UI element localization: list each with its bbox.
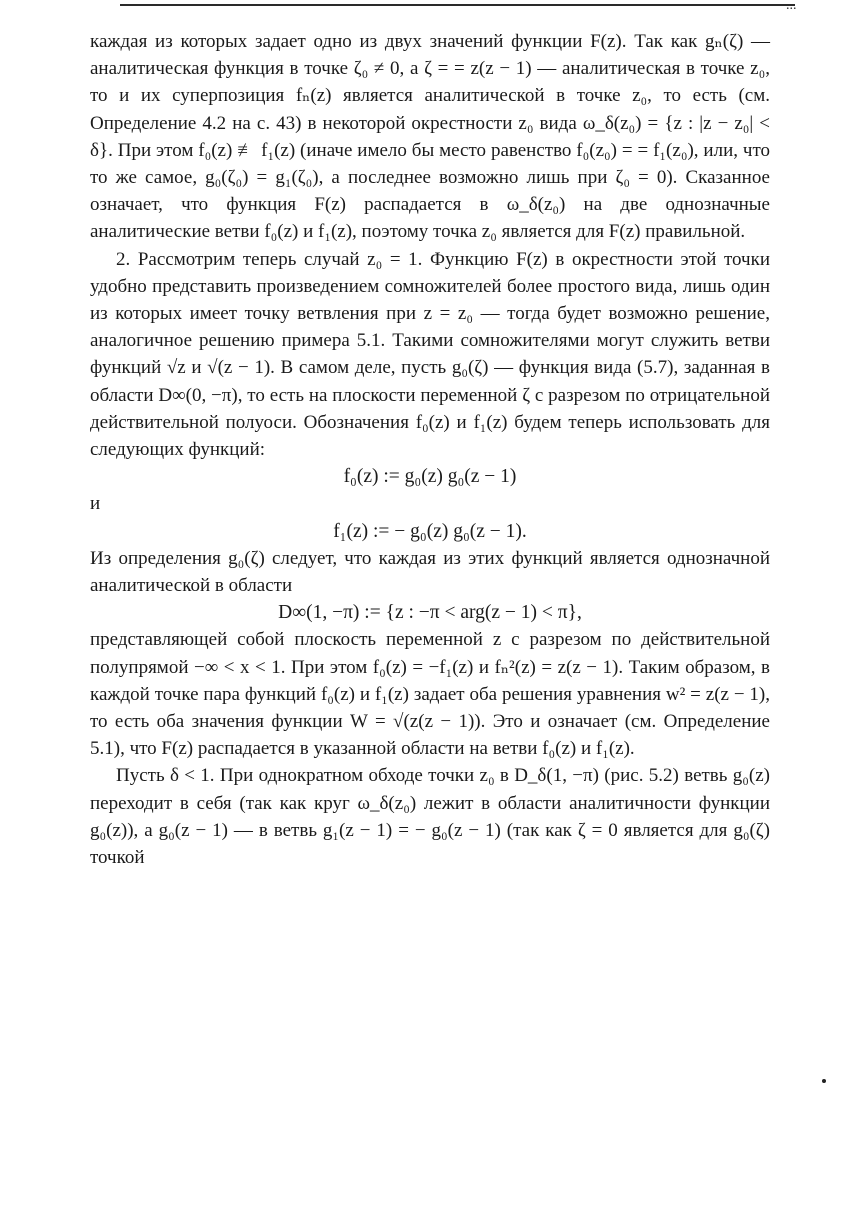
top-rule <box>120 4 795 6</box>
formula-f1-definition: f₁(z) := − g₀(z) g₀(z − 1). <box>333 520 527 542</box>
margin-dot <box>822 1079 826 1083</box>
paragraph-3: Из определения g₀(ζ) следует, что каждая из этих функций является однозначной аналитической в области <box>90 547 770 597</box>
paragraph-5: Пусть δ < 1. При однократном обходе точки z₀ в D_δ(1, −π) (рис. 5.2) ветвь g₀(z) переходит в себя (так как круг ω_δ(z₀) лежит в области аналитичности функции g₀(z)), а g₀(z − 1) — в ветвь g₁(z − 1) = − g₀(z − 1) (так как ζ = 0 является для g₀(ζ) точкой <box>90 765 770 869</box>
page-corner-mark: ... <box>786 0 797 13</box>
formula-domain-definition: D∞(1, −π) := {z : −π < arg(z − 1) < π}, <box>278 602 582 624</box>
formula-f0-definition: f₀(z) := g₀(z) g₀(z − 1) <box>343 466 517 488</box>
paragraph-4: представляющей собой плоскость переменной z с разрезом по действительной полупрямой −∞ < x < 1. При этом f₀(z) = −f₁(z) и fₙ²(z) = z(z − 1). Таким образом, в каждой точке пара функций f₀(z) и f₁(z) задает оба решения уравнения w² = z(z − 1), то есть оба значения функции W = √(z(z − 1)). Это и означает (см. Определение 5.1), что F(z) распадается в указанной области на ветви f₀(z) и f₁(z). <box>90 629 770 760</box>
paragraph-2: 2. Рассмотрим теперь случай z₀ = 1. Функцию F(z) в окрестности этой точки удобно представить произведением сомножителей более простого вида, лишь один из которых имеет точку ветвления при z = z₀ — тогда будет возможно решение, аналогичное решению примера 5.1. Такими сомножителями могут служить ветви функций √z и √(z − 1). В самом деле, пусть g₀(ζ) — функция вида (5.7), заданная в области D∞(0, −π), то есть на плоскости переменной ζ с разрезом по отрицательной действительной полуоси. Обозначения f₀(z) и f₁(z) будем теперь использовать для следующих функций: <box>90 248 770 461</box>
paragraph-1: каждая из которых задает одно из двух значений функции F(z). Так как gₙ(ζ) — аналитическая функция в точке ζ₀ ≠ 0, а ζ = = z(z − 1) — аналитическая в точке z₀, то и их суперпозиция fₙ(z) является аналитической в точке z₀, то есть (см. Определение 4.2 на с. 43) в некоторой окрестности z₀ вида ω_δ(z₀) = {z : |z − z₀| < δ}. При этом f₀(z) ≢ f₁(z) (иначе имело бы место равенство f₀(z₀) = = f₁(z₀), или, что то же самое, g₀(ζ₀) = g₁(ζ₀), а последнее возможно лишь при ζ₀ = 0). Сказанное означает, что функция F(z) распадается в ω_δ(z₀) на две однозначные аналитические ветви f₀(z) и f₁(z), поэтому точка z₀ является для F(z) правильной. <box>90 31 770 243</box>
conjunction-and: и <box>90 493 101 515</box>
page-body <box>90 28 770 871</box>
